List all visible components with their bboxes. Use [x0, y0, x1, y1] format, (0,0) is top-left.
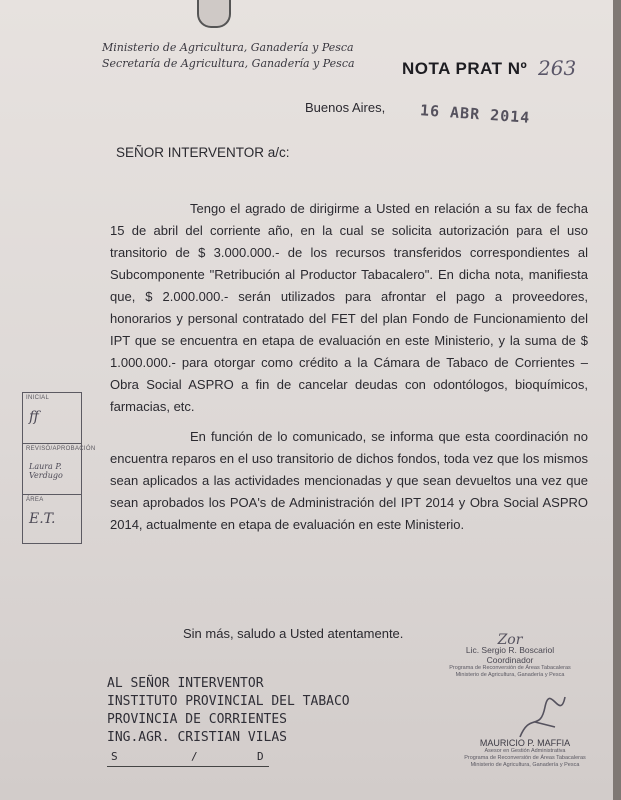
routing-value-approval: Laura P. Verdugo	[29, 462, 63, 480]
routing-label-area: ÁREA	[26, 497, 44, 503]
letterhead-secretariat: Secretaría de Agricultura, Ganadería y Pesca	[102, 57, 355, 70]
signature1-dept2: Ministerio de Agricultura, Ganadería y Pesca	[455, 672, 565, 678]
recipient-block	[107, 675, 350, 747]
routing-row-approval	[23, 444, 96, 495]
recipient-line-1: AL SEÑOR INTERVENTOR	[107, 676, 264, 691]
routing-value-initial: ff	[29, 409, 39, 425]
date-line-s: S	[111, 750, 118, 763]
nota-number: 263	[538, 56, 577, 80]
routing-value-area: E.T.	[29, 511, 56, 527]
signature-scrawl-1: Zor	[497, 632, 523, 648]
page-edge-shadow	[613, 0, 621, 800]
reception-date-line	[107, 750, 269, 767]
signature-maffia	[440, 738, 610, 769]
date-stamp: 16 ABR 2014	[419, 101, 531, 127]
salutation: SEÑOR INTERVENTOR a/c:	[116, 145, 290, 160]
routing-label-initial: INICIAL	[26, 395, 50, 401]
routing-stamp-box	[22, 392, 96, 544]
signature1-name: Lic. Sergio R. Boscariol	[465, 645, 555, 655]
city-line: Buenos Aires,	[305, 100, 386, 115]
signature2-title: Asesor en Gestión Administrativa	[484, 748, 566, 754]
recipient-line-4: ING.AGR. CRISTIAN VILAS	[107, 730, 288, 745]
letterhead-ministry: Ministerio de Agricultura, Ganadería y Pesca	[102, 41, 354, 54]
signature-boscariol	[430, 632, 590, 679]
routing-row-initial	[23, 393, 81, 444]
letterhead	[102, 40, 355, 72]
routing-row-area	[23, 495, 81, 545]
paragraph-1: Tengo el agrado de dirigirme a Usted en relación a su fax de fecha 15 de abril del corriente año, en la cual se solicita autorización para el uso transitorio de $ 3.000.000.- de los recursos transferidos correspondientes al Subcomponente "Retribución al Productor Tabacalero". En dicha nota, manifiesta que, $ 2.000.000.- serán utilizados para afrontar el pago a proveedores, honorarios y personal contratado del FET del plan Fondo de Funcionamiento del IPT que se encuentra en etapa de evaluación en este Ministerio, y la suma de $ 1.000.000.- para otorgar como crédito a la Cámara de Tabaco de Corrientes – Obra Social ASPRO a fin de cancelar deudas con odontólogos, bioquímicos, farmacias, etc.	[110, 201, 588, 414]
recipient-line-3: PROVINCIA DE CORRIENTES	[107, 712, 288, 727]
signature2-dept1: Programa de Reconversión de Áreas Tabacaleras	[464, 755, 586, 761]
nota-label: NOTA PRAT Nº	[402, 59, 528, 78]
signature2-dept2: Ministerio de Agricultura, Ganadería y Pesca	[470, 762, 580, 768]
national-crest-emblem	[197, 0, 231, 28]
paragraph-2: En función de lo comunicado, se informa que esta coordinación no encuentra reparos en el uso transitorio de dichos fondos, toda vez que los mismos sean aplicados a las actividades mencionadas y que sean devueltos una vez que sean aprobados los POA's de Administración del IPT 2014 y Obra Social ASPRO 2014, actualmente en etapa de evaluación en este Ministerio.	[110, 429, 588, 532]
date-line-d: D	[257, 750, 264, 763]
date-line-slash: /	[191, 750, 198, 763]
letter-body	[110, 198, 588, 544]
recipient-line-2: INSTITUTO PROVINCIAL DEL TABACO	[107, 694, 350, 709]
closing-line: Sin más, saludo a Usted atentamente.	[183, 626, 404, 641]
signature2-name: MAURICIO P. MAFFIA	[479, 738, 571, 748]
signature-scrawl-2	[515, 692, 575, 742]
signature1-title: Coordinador	[486, 655, 534, 665]
routing-label-approval: REVISÓ/APROBACIÓN	[26, 446, 96, 452]
signature1-dept1: Programa de Reconversión de Áreas Tabacaleras	[449, 665, 571, 671]
